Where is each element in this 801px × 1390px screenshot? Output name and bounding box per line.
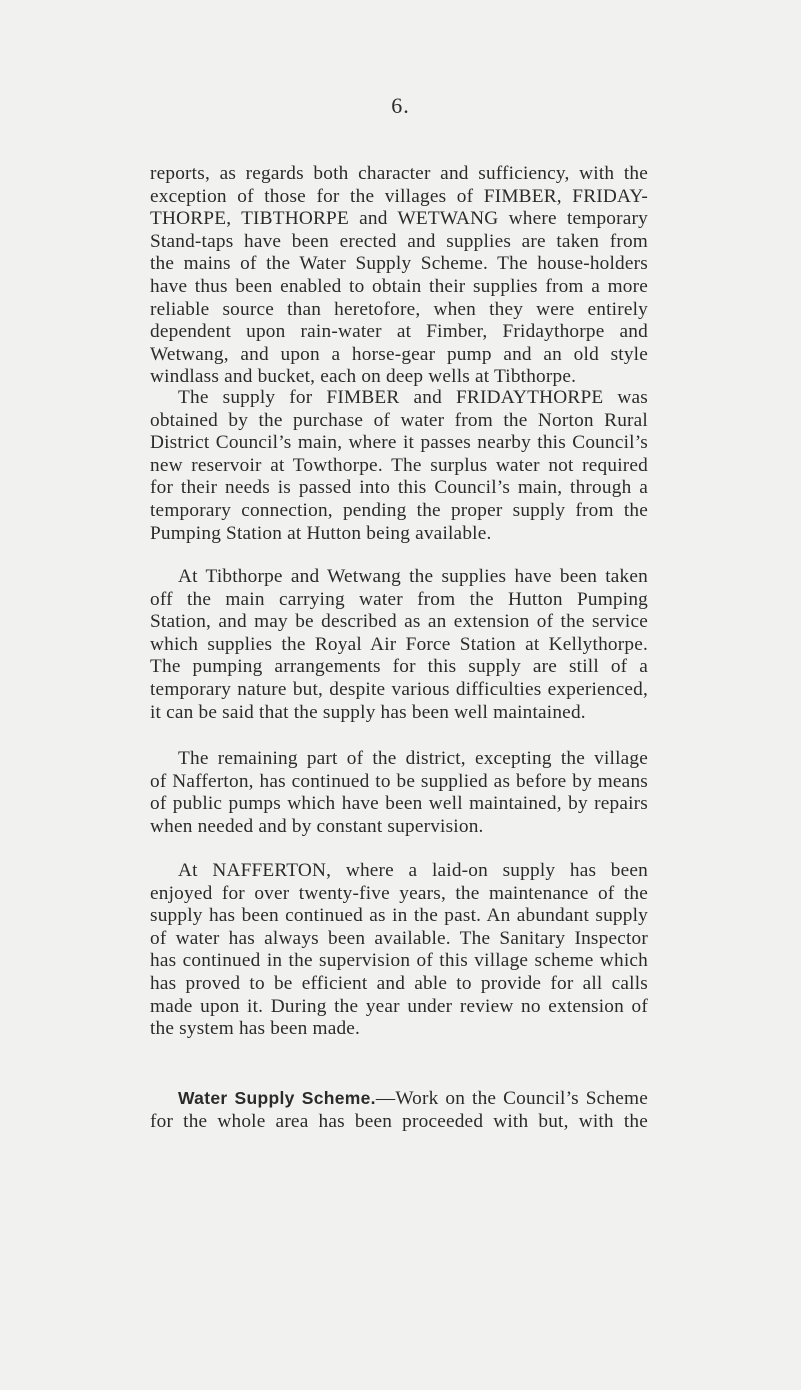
text-line: enjoyed for over twenty-five years, the maintenance of the — [150, 882, 648, 904]
paragraph-4 — [150, 748, 648, 838]
text-line: when needed and by constant supervision. — [150, 815, 484, 837]
text-line: obtained by the purchase of water from the Norton Rural — [150, 409, 648, 431]
text-line: Stand-taps have been erected and supplies are taken from — [150, 230, 648, 252]
text-line: which supplies the Royal Air Force Station at Kellythorpe. — [150, 633, 648, 655]
text-line: of Nafferton, has continued to be supplied as before by means — [150, 770, 648, 792]
text-line: of water has always been available. The Sanitary Inspector — [150, 927, 648, 949]
section-heading: Water Supply Scheme. — [178, 1088, 376, 1108]
text-line: for their needs is passed into this Council’s main, through a — [150, 477, 648, 499]
text-line: exception of those for the villages of FIMBER, FRIDAY- — [150, 185, 648, 207]
text-line: temporary nature but, despite various difficulties experienced, — [150, 678, 648, 700]
text-line: supply has been continued as in the past. An abundant supply — [150, 905, 648, 927]
text-line — [150, 1087, 648, 1111]
text-line: dependent upon rain-water at Fimber, Fridaythorpe and — [150, 321, 648, 343]
text-line: of public pumps which have been well maintained, by repairs — [150, 793, 648, 815]
text-line: At NAFFERTON, where a laid-on supply has been — [178, 860, 648, 881]
text-line: the mains of the Water Supply Scheme. The house-holders — [150, 253, 648, 275]
text-line: reports, as regards both character and sufficiency, with the — [150, 163, 648, 184]
text-line: At Tibthorpe and Wetwang the supplies have been taken — [178, 566, 648, 587]
text-line: the system has been made. — [150, 1018, 361, 1040]
text-line: off the main carrying water from the Hutton Pumping — [150, 588, 648, 610]
text-line: reliable source than heretofore, when they were entirely — [150, 298, 648, 320]
text-line: The remaining part of the district, excepting the village — [178, 748, 648, 769]
text-line: Pumping Station at Hutton being available. — [150, 522, 492, 544]
text-line: it can be said that the supply has been well maintained. — [150, 701, 586, 723]
text-line: District Council’s main, where it passes nearby this Council’s — [150, 432, 648, 454]
text-line: The pumping arrangements for this supply are still of a — [150, 656, 648, 678]
text-line: Station, and may be described as an extension of the service — [150, 611, 648, 633]
text-line: Wetwang, and upon a horse-gear pump and an old style — [150, 343, 648, 365]
text-line: has proved to be efficient and able to provide for all calls — [150, 972, 648, 994]
text-line: temporary connection, pending the proper supply from the — [150, 499, 648, 521]
paragraph-3 — [150, 566, 648, 724]
text-line: windlass and bucket, each on deep wells at Tibthorpe. — [150, 366, 577, 388]
text-run: —Work on the Council’s Scheme — [375, 1088, 648, 1109]
text-line: have thus been enabled to obtain their supplies from a more — [150, 275, 648, 297]
page-number: 6. — [391, 93, 410, 118]
paragraph-5 — [150, 860, 648, 1041]
paragraph-2 — [150, 387, 648, 545]
paragraph-6 — [150, 1087, 648, 1133]
paragraph-1 — [150, 163, 648, 389]
text-line: has continued in the supervision of this village scheme which — [150, 950, 648, 972]
text-line: THORPE, TIBTHORPE and WETWANG where temporary — [150, 208, 648, 230]
text-line: for the whole area has been proceeded with but, with the — [150, 1110, 648, 1132]
text-line: new reservoir at Towthorpe. The surplus water not required — [150, 454, 648, 476]
text-line: made upon it. During the year under review no extension of — [150, 995, 648, 1017]
text-line: The supply for FIMBER and FRIDAYTHORPE was — [178, 387, 648, 408]
